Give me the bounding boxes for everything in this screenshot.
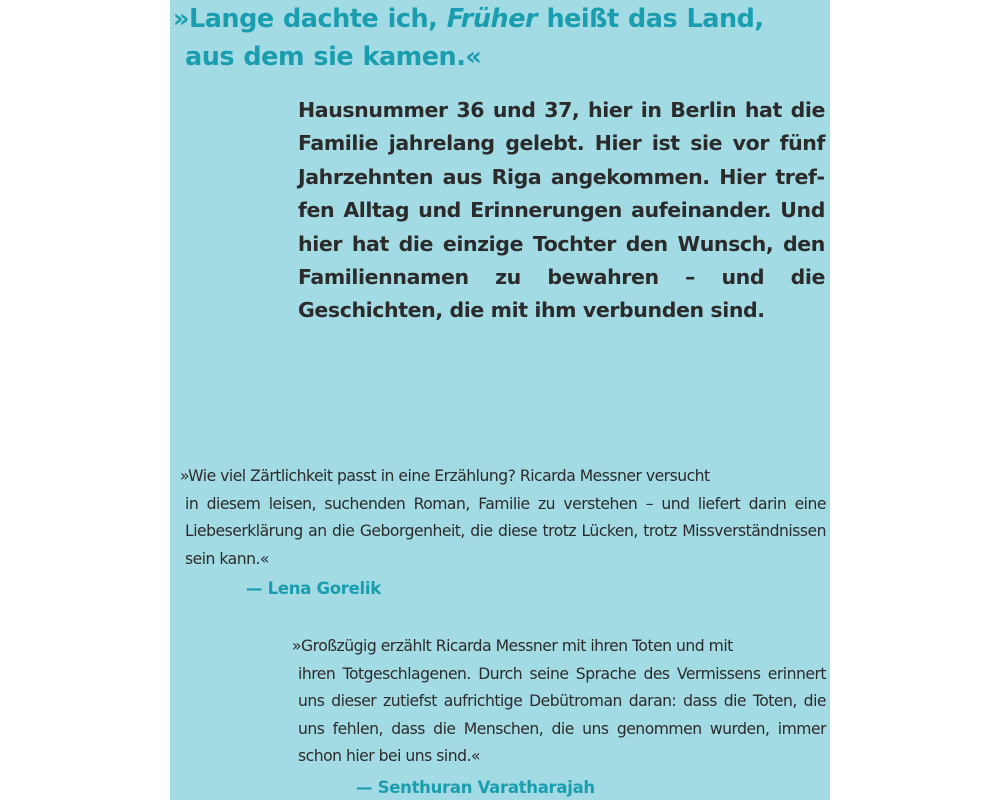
- review-quote-first-line: »Großzügig erzählt Ricarda Messner mit ihren Toten und mit: [292, 637, 733, 655]
- review-quote-text: in diesem leisen, suchenden Roman, Familie zu verstehen – und liefert darin eine Liebeserklärung an die Geborgenheit, die diese trotz Lücken, trotz Missverständnissen sein kann.«: [185, 494, 826, 568]
- book-back-cover: [170, 0, 830, 800]
- review-quote-gorelik: [180, 463, 826, 573]
- tagline-prefix: »Lange dachte ich,: [173, 4, 447, 34]
- book-blurb: Hausnummer 36 und 37, hier in Berlin hat die Familie jahrelang gelebt. Hier ist sie vor fünf Jahrzehnten aus Riga angekommen. Hier treffen Alltag und Erinnerungen aufeinander. Und hier hat die einzige Tochter den Wunsch, den Familiennamen zu bewahren – und die Geschichten, die mit ihm verbunden sind.: [298, 98, 825, 323]
- tagline-quote: [173, 0, 825, 76]
- review-quote-first-line: »Wie viel Zärtlichkeit passt in eine Erzählung? Ricarda Messner versucht: [180, 467, 710, 485]
- review-quote-text: ihren Totgeschlagenen. Durch seine Sprache des Vermissens erinnert uns dieser zutiefst aufrichtige Debütroman daran: dass die Toten, die uns fehlen, dass die Menschen, die uns genommen wurden, immer schon hier bei uns sind.«: [298, 664, 826, 766]
- tagline-line-2: aus dem sie kamen.«: [185, 42, 482, 72]
- review-author-gorelik: — Lena Gorelik: [246, 579, 381, 598]
- review-quote-varatharajah: [292, 633, 826, 771]
- tagline-emphasis: Früher: [446, 4, 538, 34]
- review-author-varatharajah: — Senthuran Varatharajah: [356, 778, 595, 797]
- tagline-suffix: heißt das Land,: [537, 4, 764, 34]
